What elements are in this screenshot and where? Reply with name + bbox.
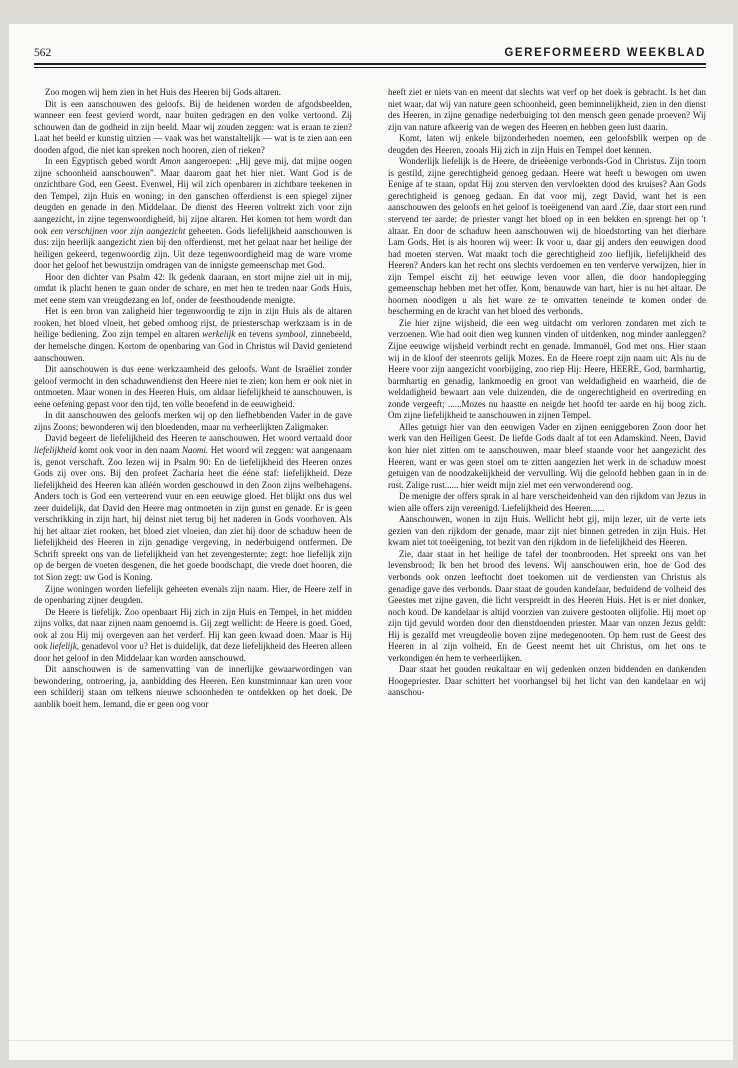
- text-run: David begeert de liefelijkheid des Heeren te aanschouwen. Het woord vertaald door: [45, 433, 352, 444]
- page-number: 562: [34, 47, 52, 59]
- text-run: geheeten. Gods liefelijkheid aanschouwen is dus: zijn heerlijk aangezicht zien bij den offerdienst, met het gelaat naar het heilige der heiligen gekeerd, tegenwoordig zijn. Uit deze tegenwoordigheid mag de ware vrome door het geloof het bewustzijn omdragen van de innigste gemeenschap met God.: [34, 225, 352, 271]
- paragraph: Wonderlijk liefelijk is de Heere, de drieëenige verbonds-God in Christus. Zijn toorn is gestild, zijne gerechtigheid genoeg gedaan. Heere wat heeft u bewogen om uwen Eenige af te staan, opdat Hij zou sterven den vervloekten dood des kruises? Aan Gods gerechtigheid is genoeg gedaan. En dat voor mij, zegt David, want het is een aanschouwen des geloofs en het geloof is toeëigenend van aard .Zie, daar stort een rund stervend ter aarde; de priester vangt het bloed op in een bekken en sprengt het op 't altaar. En door de schaduw heen aanschouwen wij de bloedstorting van het dierbare Lam Gods. Het is als hooren wij weer: Ik voor u, daar gij anders den eeuwigen dood had moeten sterven. Wat maakt toch die gerechtigheid zoo liefljik, liefelijkheid des Heeren? Anders kan het recht ons slechts verdoemen en ten verderve verwijzen, hier in zijn Tempel eischt zij het eeuwige leven voor allen, die door handoplegging gemeenschap hebben met het offer. Kom, benauwde van hart, hier is nu het altaar. De hoornen noodigen u als het ware ze te omvatten teneinde te komen onder de bescherming en de kracht van het bloed des verbonds.: [388, 156, 706, 317]
- italic-run: liefelijk,: [49, 641, 80, 652]
- text-run: Het is een bron van zaligheid hier tegenwoordig te zijn in zijn Huis als de altaren rooken, het bloed vloeit, het gebed omhoog rijst, de priesterschap werkzaam is in de heilige bediening. Zoo zijn tempel en altaren: [34, 306, 352, 340]
- text-run: Het woord wil zeggen: wat aangenaam is, genot verschaft. Zoo lezen wij in Psalm 90: En de liefelijkheid des Heeren onzes Gods zij over ons. Bij den profeet Zacharia heet die ééne staf: liefelijkheid. Deze liefelijkheid des Heeren kan alléén worden geschouwd in den Zoon zijns welbehagens. Anders toch is God een verteerend vuur en een eeuwige gloed. Het blijkt ons dus wel zeer duidelijk, dat David den Heere mag ontmoeten in zijn gunst en genade. Er is geen verschrikking in zijn hart, hij deinst niet terug bij het naderen in Gods voorhoven. Als hij het altaar ziet rooken, het bloed ziet vloeien, dan ziet hij door de schaduw heen de liefelijkheid des Heeren in zijn genadige vergeving, in nederbuigend ontfermen. De Schrift spreekt ons van de liefelijkheid van het zevengesternte; zegt: hoe liefelijk zijn op de bergen de voeten desgenen, die het goede boodschapt, die vrede doet hooren, die tot Sion zegt: uw God is Koning.: [34, 444, 352, 582]
- paragraph: Dit aanschouwen is de samenvatting van de innerlijke gewaarwordingen van bewondering, ontroering, ja, aanbidding des Heeren. Een kunstminnaar kan uren voor een schilderij staan om telkens nieuwe schoonheden te ontdekken op het doek. De aanblik boeit hem. Iemand, die er geen oog voor: [34, 664, 352, 709]
- magazine-page: [9, 24, 733, 1060]
- paragraph: Dit aanschouwen is dus eene werkzaamheid des geloofs. Want de Israëliet zonder geloof vermocht in den schaduwendienst den Heere niet te zien; kon hem er ook niet in ontmoeten. Maar wonen in des Heeren Huis, om aldaar liefelijkheid te aanschouwen, is eene oefening gepast voor den tijd, ten volle beoefend in de eeuwigheid.: [34, 364, 352, 409]
- paragraph: Zoo mogen wij hem zien in het Huis des Heeren bij Gods altaren.: [45, 87, 282, 97]
- page-header: [34, 45, 706, 65]
- paragraph: Zie hier zijne wijsheid, die een weg uitdacht om verloren zondaren met zich te verzoenen. Wie had ooit dien weg kunnen vinden of uitdenken, nog minder aanleggen? Zijne eeuwige wijsheid verbindt recht en genade. Immanuël, God met ons. Hier staan wij in de kloof der steenrots gelijk Mozes. En de Heere roept zijn naam uit: Als nu de Heere voor zijn aangezicht voorbijging, zoo riep Hij: Heere, HEERE, God, barmhartig, barmhartig en genadig, lankmoedig en groot van weldadigheid en waarheid, die de weldadigheid bewaart aan vele duizenden, die de ongerechtigheid en overtreding en zonde vergeeft; ......Mozes nu haastte en neigde het hoofd ter aarde en hij boog zich. Om zijne liefelijkheid te aanschouwen in zijnen Tempel.: [388, 317, 706, 421]
- italic-run: werkelijk: [202, 329, 236, 340]
- italic-run: symbool,: [275, 329, 308, 340]
- page-bottom-edge: [9, 1040, 733, 1041]
- paragraph: Zijne woningen worden liefelijk geheeten evenals zijn naam. Hier, de Heere zelf in de openbaring zijner deugden.: [34, 583, 352, 606]
- paragraph: Alles getuigt hier van den eeuwigen Vader en zijnen eeniggeboren Zoon door het werk van den Heiligen Geest. De liefde Gods daalt af tot een Adamskind. Neen, David kon hier niet zitten om te aanschouwen, maar bleef staande voor het aangezicht des Heeren, want er was geen stoel om te zitten aangezien het werk in de schaduw moest getuigen van de noodzakelijkheid der vervulling. Wij die geloofd hebben gaan in in de rust. Zalige rust...... hier weidt mijn ziel met een verwonderend oog.: [388, 421, 706, 490]
- paragraph: Daar staat het gouden reukaltaar en wij gedenken onzen biddenden en dankenden Hoogepriester. Daar schittert het voorhangsel bij het licht van den kandelaar en wij aanschou-: [388, 664, 706, 698]
- paragraph: heeft ziet er niets van en meent dat slechts wat verf op het doek is gebracht. Is het dan niet waar, dat wij van nature geen schoonheid, geen beminnelijkheid, zien in den dienst des Heeren, in zijne genadige nederbuiging tot den mensch geen genade proeven? Wij zijn van nature afkeerig van de wegen des Heeren en hebben geen lust daarin.: [388, 87, 706, 132]
- text-run: genadevol voor u? Het is duidelijk, dat deze liefelijkheid des Heeren alleen door het geloof in den Middelaar kan worden aanschouwd.: [34, 641, 352, 663]
- paragraph: Zie, daar staat in het heilige de tafel der toonbrooden. Het spreekt ons van het levensbrood; Ik ben het brood des levens. Wij aanschouwen erin, hoe de God des verbonds ook onzen leeftocht doet toekomen uit de verdiensten van Christus als genadige gave des verbonds. Daar staat de gouden kandelaar, beduidend de volheid des Geestes met zijne gaven, die licht verspreidt in des Heeren Huis. Het is er niet donker, noch koud. De kandelaar is altijd voorzien van zuivere gestooten olijfolie. Hij moet op zijn tijd gevuld worden door den dienstdoenden priester. Maar van onzen Jezus geldt: Hij is gezalfd met vreugdeolie boven zijne medegenooten. Op hem rust de Geest des Heeren in al zijn volheid. En de Geest neemt het uit Christus, om het ons te verkondigen én hem te verheerlijken.: [388, 548, 706, 663]
- header-rule-thick: [34, 63, 706, 65]
- paragraph: [34, 156, 352, 271]
- left-text-column: [34, 87, 352, 1047]
- text-run: aangeroepen: „Hij geve mij, dat mijne oogen zijne schoonheid aanschouwen”. Maar daarom gaat het hier niet. Want God is de onzichtbare God, een Geest. Evenwel, Hij wil zich openbaren in zichtbare teekenen in den Tempel, zijn Huis en woning; in den ganschen offerdienst is een spiegel zijner deugden en genade in den Middelaar. De dienst des Heeren voltrekt zich voor zijn aangezicht, in zijne tegenwoordigheid, bij zijne altaren. Het komen tot hem wordt dan ook: [34, 156, 352, 236]
- paragraph: Hoor den dichter van Psalm 42: Ik gedenk daaraan, en stort mijne ziel uit in mij, omdat ik placht henen te gaan onder de schare, en met hen te treden naar Gods Huis, met eene stem van vreugdezang en lof, onder de feesthoudende menigte.: [34, 271, 352, 305]
- text-run: De Heere is liefelijk. Zoo openbaart Hij zich in zijn Huis en Tempel, in het midden zijns volks, dat naar zijnen naam genoemd is. Gij zegt wellicht: de Heere is goed. Goed, ook al zou Hij mij overgeven aan het verderf. Hij kan geen kwaad doen. Maar is Hij ook: [34, 606, 352, 652]
- paragraph: [34, 607, 352, 665]
- paragraph: De menigte der offers sprak in al hare verscheidenheid van den rijkdom van Jezus in wien alle offers zijn vereenigd. Liefelijkheid des Heeren......: [388, 491, 706, 513]
- italic-run: Amon: [159, 156, 181, 167]
- italic-run: een verschijnen voor zijn aangezicht: [50, 225, 186, 236]
- paragraph: Dit is een aanschouwen des geloofs. Bij de heidenen worden de afgodsbeelden, wanneer een feest gevierd wordt, naar buiten gedragen en den volke vertoond. Zij schouwen dan de godheid in zijn beeld. Maar wij zouden zeggen: wat is eraan te zien? Laat het beeld er kunstig uitzien — vaak was het wanstaltelijk — wat is te zien aan een dooden afgod, die niet kan spreken noch hooren, zien of rieken?: [34, 98, 352, 155]
- paragraph: [34, 433, 352, 583]
- journal-title: GEREFORMEERD WEEKBLAD: [504, 47, 706, 59]
- italic-run: liefelijkheid: [34, 444, 77, 455]
- paragraph: Komt, laten wij enkele bijzonderheden noemen, een geloofsblik werpen op de deugden des Heeren, zooals Hij zich in zijn Huis en Tempel doet kennen.: [388, 133, 706, 155]
- paragraph: Aanschouwen, wonen in zijn Huis. Wellicht hebt gij, mijn lezer, uit de verte iets gezien van den rijkdom der genade, maar zijt niet binnen getreden in zijn Huis. Het kwam niet tot toeëigening, tot bezit van den rijkdom in de liefelijkheid des Heeren.: [388, 514, 706, 548]
- text-run: zinnebeeld, der hemelsche dingen. Kortom de openbaring van God in Christus wil David genietend aanschouwen.: [34, 329, 352, 363]
- text-run: komt ook voor in den naam: [76, 444, 182, 455]
- paragraph: In dit aanschouwen des geloofs merken wij op den liefhebbenden Vader in de gave zijns Zoons; bewonderen wij den bloedenden, maar nu verheerlijkten Zaligmaker.: [34, 410, 352, 432]
- paragraph: [34, 306, 352, 364]
- text-run: In een Egyptisch gebed wordt: [45, 156, 160, 167]
- italic-run: Naomi.: [181, 444, 209, 455]
- right-text-column: [388, 87, 706, 1047]
- header-rule-thin: [34, 67, 706, 68]
- text-run: en tevens: [235, 329, 276, 340]
